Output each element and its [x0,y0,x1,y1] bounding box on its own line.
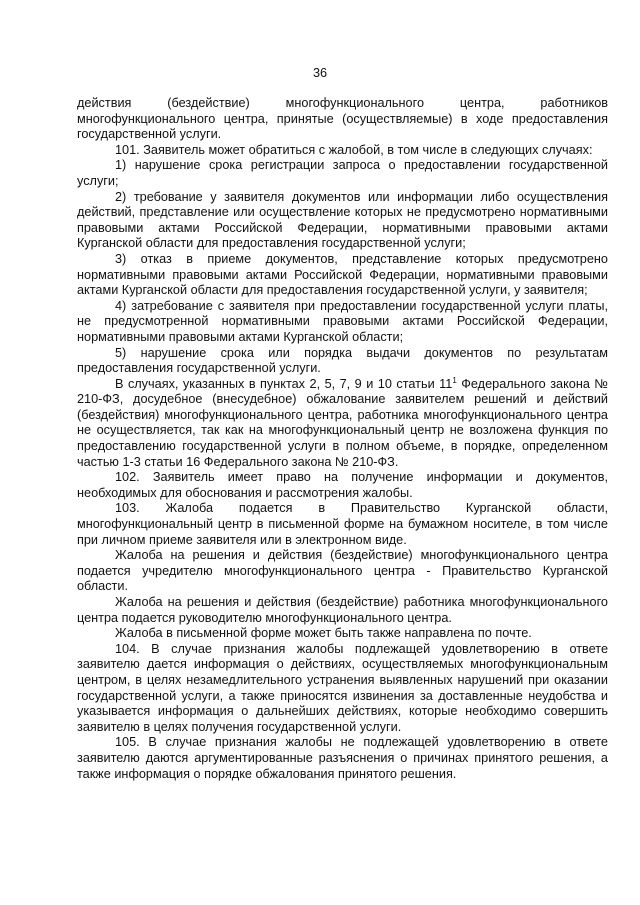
paragraph-cases-after: Федерального закона № 210-ФЗ, досудебное (внесудебное) обжалование заявителем решений и действий (бездействия) многофункционального центра, работника многофункционального центра не осуществляется, так как на многофункциональный центр не возложена функция по предоставлению государственной услуги в полном объеме, в порядке, определенном частью 1-3 статьи 16 Федерального закона № 210-ФЗ. [77,376,608,469]
paragraph-105: 105. В случае признания жалобы не подлежащей удовлетворению в ответе заявителю даются аргументированные разъяснения о причинах принятого решения, а также информация о порядке обжалования принятого решения. [77,735,608,781]
list-item-2: 2) требование у заявителя документов или информации либо осуществления действий, представление или осуществление которых не предусмотрено нормативными правовыми актами Российской Федерации, нормативными правовыми актами Курганской области для предоставления государственной услуги; [77,189,608,251]
paragraph-complaint-center: Жалоба на решения и действия (бездействие) многофункционального центра подается учредителю многофункционального центра - Правительство Курганской области. [77,548,608,594]
page-number: 36 [312,66,328,80]
paragraph-cases [77,377,608,471]
paragraph-101: 101. Заявитель может обратиться с жалобой, в том числе в следующих случаях: [115,142,593,157]
paragraph-complaint-employee: Жалоба на решения и действия (бездействие) работника многофункционального центра подается руководителю многофункционального центра. [77,595,608,625]
paragraph-102: 102. Заявитель имеет право на получение информации и документов, необходимых для обоснования и рассмотрения жалобы. [77,470,608,500]
article-superscript: 1 [452,375,457,385]
paragraph-104: 104. В случае признания жалобы подлежащей удовлетворению в ответе заявителю дается информация о действиях, осуществляемых многофункциональным центром, в целях незамедлительного устранения выявленных нарушений при оказании государственной услуги, а также приносятся извинения за доставленные неудобства и указывается информация о дальнейших действиях, которые необходимо совершить заявителю в целях получения государственной услуги. [77,641,608,734]
paragraph-complaint-mail: Жалоба в письменной форме может быть также направлена по почте. [115,626,532,641]
list-item-4: 4) затребование с заявителя при предоставлении государственной услуги платы, не предусмотренной нормативными правовыми актами Российской Федерации, нормативными правовыми актами Курганской области; [77,298,608,344]
list-item-1: 1) нарушение срока регистрации запроса о предоставлении государственной услуги; [77,158,608,188]
paragraph-continuation: действия (бездействие) многофункционального центра, работников многофункционального центра, принятые (осуществляемые) в ходе предоставления государственной услуги. [77,96,608,142]
document-body [77,96,608,782]
list-item-5: 5) нарушение срока или порядка выдачи документов по результатам предоставления государственной услуги. [77,345,608,376]
list-item-3: 3) отказ в приеме документов, представление которых предусмотрено нормативными правовыми актами Российской Федерации, нормативными правовыми актами Курганской области для предоставления государственной услуги, у заявителя; [77,251,608,298]
paragraph-103: 103. Жалоба подается в Правительство Курганской области, многофункциональный центр в письменной форме на бумажном носителе, в том числе при личном приеме заявителя или в электронном виде. [77,501,608,547]
paragraph-cases-before: В случаях, указанных в пунктах 2, 5, 7, 9 и 10 статьи 11 [115,376,453,391]
